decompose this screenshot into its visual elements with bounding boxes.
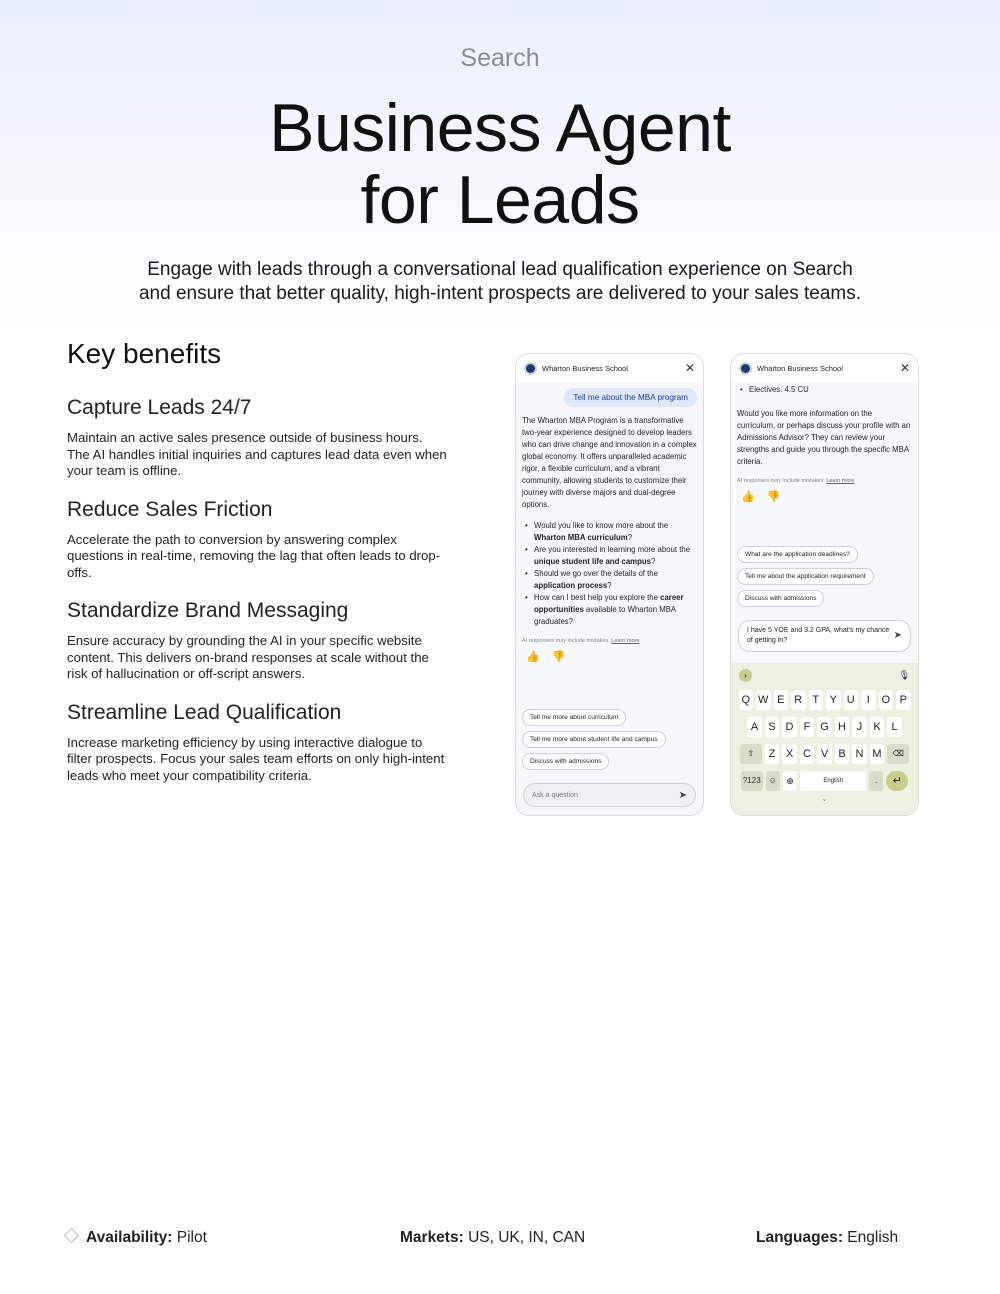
- languages-label: Languages:: [756, 1229, 843, 1246]
- emoji-icon[interactable]: ☺: [766, 771, 780, 791]
- chip-admissions[interactable]: Discuss with admissions: [522, 753, 609, 770]
- chip-student-life[interactable]: Tell me more about student life and campus: [522, 731, 666, 748]
- bullet-text: Should we go over the details of the: [534, 569, 658, 578]
- page-title: [0, 92, 1000, 236]
- prior-list: [731, 384, 918, 396]
- key[interactable]: L: [887, 717, 902, 737]
- title-line-1: Business Agent: [269, 90, 731, 166]
- shift-icon[interactable]: ⇧: [740, 744, 762, 764]
- key[interactable]: A: [747, 717, 762, 737]
- key[interactable]: Q: [739, 690, 754, 710]
- chevron-right-icon[interactable]: ›: [739, 669, 752, 682]
- bullet-text: ?: [607, 581, 612, 590]
- learn-more-link[interactable]: Learn more: [611, 638, 640, 644]
- markets: [400, 1229, 585, 1247]
- ask-input[interactable]: [523, 783, 696, 807]
- key[interactable]: Y: [826, 690, 841, 710]
- title-line-2: for Leads: [360, 162, 640, 238]
- benefit-title: Standardize Brand Messaging: [67, 599, 349, 622]
- agent-reply: Would you like more information on the curriculum, or perhaps discuss your profile with an Admissions Advisor? They can review your strengths and guide you through the specific MBA criteria.: [737, 409, 911, 466]
- learn-more-link[interactable]: Learn more: [826, 478, 855, 484]
- key[interactable]: Z: [765, 744, 780, 764]
- key[interactable]: U: [844, 690, 859, 710]
- benefit-item: [67, 701, 447, 785]
- key[interactable]: D: [782, 717, 797, 737]
- benefits-heading: Key benefits: [67, 338, 222, 369]
- availability: [66, 1229, 207, 1247]
- benefit-body: Maintain an active sales presence outside of business hours. The AI handles initial inquiries and captures lead data even when your team is offline.: [67, 430, 447, 478]
- benefit-body: Ensure accuracy by grounding the AI in your specific website content. This delivers on-brand responses at scale without the risk of hallucination or off-script answers.: [67, 633, 429, 681]
- backspace-icon[interactable]: ⌫: [887, 744, 909, 764]
- keyboard-row-4: [735, 771, 914, 791]
- thumbs-up-icon[interactable]: 👍: [526, 651, 540, 663]
- key[interactable]: P: [896, 690, 911, 710]
- benefit-item: [67, 599, 447, 683]
- suggestion-list: [516, 520, 703, 628]
- list-item: [522, 520, 697, 544]
- bullet-text: How can I best help you explore the: [534, 593, 661, 602]
- benefit-item: [67, 396, 447, 480]
- ask-placeholder: Ask a question: [532, 791, 578, 799]
- chip-deadlines[interactable]: What are the application deadlines?: [737, 546, 858, 563]
- thumbs-up-icon[interactable]: 👍: [741, 491, 755, 503]
- eyebrow: Search: [460, 44, 540, 72]
- bullet-bold: career opportunities: [534, 593, 684, 614]
- key[interactable]: J: [852, 717, 867, 737]
- feedback-row: [516, 644, 703, 669]
- list-item: [522, 544, 697, 568]
- key-benefits: [67, 338, 447, 802]
- chip-curriculum[interactable]: Tell me more about curriculum: [522, 709, 626, 726]
- key[interactable]: K: [870, 717, 885, 737]
- list-item: [522, 568, 697, 592]
- phone-mockup-chat: [515, 353, 704, 816]
- subtitle: [100, 258, 900, 306]
- benefit-title: Reduce Sales Friction: [67, 497, 273, 521]
- diamond-icon: [64, 1228, 80, 1244]
- list-item: [522, 592, 697, 628]
- message-input-text: I have 5 YOE and 3.2 GPA, what's my chance of getting in?: [747, 627, 890, 644]
- subtitle-line-2: and ensure that better quality, high-intent prospects are delivered to your sales teams.: [138, 283, 862, 304]
- benefit-body: Increase marketing efficiency by using interactive dialogue to filter prospects. Focus your sales team efforts on only high-intent leads who meet your compatibility criteria.: [67, 734, 445, 783]
- subtitle-line-1: Engage with leads through a conversational lead qualification experience on Search: [147, 259, 853, 280]
- markets-label: Markets:: [400, 1229, 464, 1246]
- list-item: • Electives: 4.5 CU: [737, 384, 912, 396]
- availability-label: Availability:: [86, 1229, 173, 1246]
- bullet-text: available to Wharton MBA graduates?: [534, 605, 676, 626]
- enter-icon[interactable]: ↵: [886, 771, 908, 791]
- benefit-title: Capture Leads 24/7: [67, 396, 252, 419]
- close-icon[interactable]: ✕: [899, 361, 910, 375]
- period-key[interactable]: .: [869, 771, 883, 791]
- key[interactable]: H: [835, 717, 850, 737]
- key[interactable]: X: [782, 744, 797, 764]
- mic-icon[interactable]: 🎙: [898, 669, 910, 680]
- chat-title: Wharton Business School: [757, 363, 843, 373]
- key[interactable]: R: [791, 690, 806, 710]
- send-icon[interactable]: ➤: [678, 789, 687, 801]
- suggestion-chips: [737, 546, 912, 612]
- chip-requirements[interactable]: Tell me about the application requirement: [737, 568, 874, 585]
- school-logo-icon: [524, 362, 537, 375]
- message-input[interactable]: [738, 620, 911, 652]
- chip-admissions[interactable]: Discuss with admissions: [737, 590, 824, 607]
- benefit-title: Streamline Lead Qualification: [67, 700, 342, 724]
- globe-icon[interactable]: ⊕: [783, 771, 798, 791]
- languages: [756, 1229, 898, 1247]
- key[interactable]: F: [800, 717, 815, 737]
- key[interactable]: I: [861, 690, 876, 710]
- availability-value: Pilot: [176, 1229, 207, 1246]
- key[interactable]: C: [800, 744, 815, 764]
- send-icon[interactable]: ➤: [893, 630, 902, 641]
- bullet-bold: unique student life and campus: [534, 557, 651, 566]
- key[interactable]: N: [852, 744, 867, 764]
- chat-header: [731, 354, 918, 382]
- chevron-down-icon[interactable]: ⌄: [821, 796, 828, 803]
- symbols-key[interactable]: ?123: [741, 771, 763, 791]
- close-icon[interactable]: ✕: [684, 361, 695, 375]
- thumbs-down-icon[interactable]: 👎: [766, 491, 781, 503]
- disclaimer-text: AI responses may include mistakes.: [737, 478, 825, 484]
- key[interactable]: B: [835, 744, 850, 764]
- bullet-text: Are you interested in learning more about the: [534, 545, 691, 554]
- bullet-text: ?: [650, 557, 656, 566]
- bullet-bold: Wharton MBA curriculum: [534, 533, 628, 542]
- benefit-item: [67, 498, 447, 582]
- markets-value: US, UK, IN, CAN: [468, 1229, 586, 1246]
- key[interactable]: G: [817, 717, 832, 737]
- feedback-row: [731, 484, 918, 509]
- school-logo-icon: [739, 362, 752, 375]
- keyboard-row-3: [735, 744, 914, 764]
- bullet-bold: application process: [534, 581, 608, 590]
- space-key[interactable]: English: [800, 771, 866, 791]
- on-screen-keyboard: [731, 663, 918, 815]
- agent-reply: The Wharton MBA Program is a transformative two-year experience designed to develop leaders who can drive change and innovation in a complex global economy. It offers unparalleled academic rigor, a flexible curriculum, and a vibrant community, allowing students to customize their journey with diverse majors and dual-degree options.: [522, 416, 697, 509]
- key[interactable]: W: [756, 690, 771, 710]
- bullet-text: Would you like to know more about the: [534, 521, 669, 530]
- chat-header: [516, 354, 703, 382]
- key[interactable]: E: [774, 690, 789, 710]
- keyboard-toolbar: [735, 667, 914, 683]
- suggestion-chips: [522, 709, 697, 775]
- key[interactable]: T: [809, 690, 824, 710]
- key[interactable]: V: [817, 744, 832, 764]
- key[interactable]: S: [765, 717, 780, 737]
- languages-value: English: [847, 1229, 899, 1246]
- phone-mockup-keyboard: [730, 353, 919, 816]
- bullet-text: ?: [627, 533, 633, 542]
- key[interactable]: O: [879, 690, 894, 710]
- benefit-body: Accelerate the path to conversion by answering complex questions in real-time, removing the lag that often leads to drop-offs.: [67, 531, 441, 580]
- key[interactable]: M: [870, 744, 885, 764]
- disclaimer-text: AI responses may include mistakes.: [522, 638, 610, 644]
- keyboard-row-2: [735, 717, 914, 737]
- chat-title: Wharton Business School: [542, 363, 628, 373]
- keyboard-row-1: [735, 690, 914, 710]
- thumbs-down-icon[interactable]: 👎: [551, 651, 566, 663]
- user-message: Tell me about the MBA program: [564, 388, 697, 407]
